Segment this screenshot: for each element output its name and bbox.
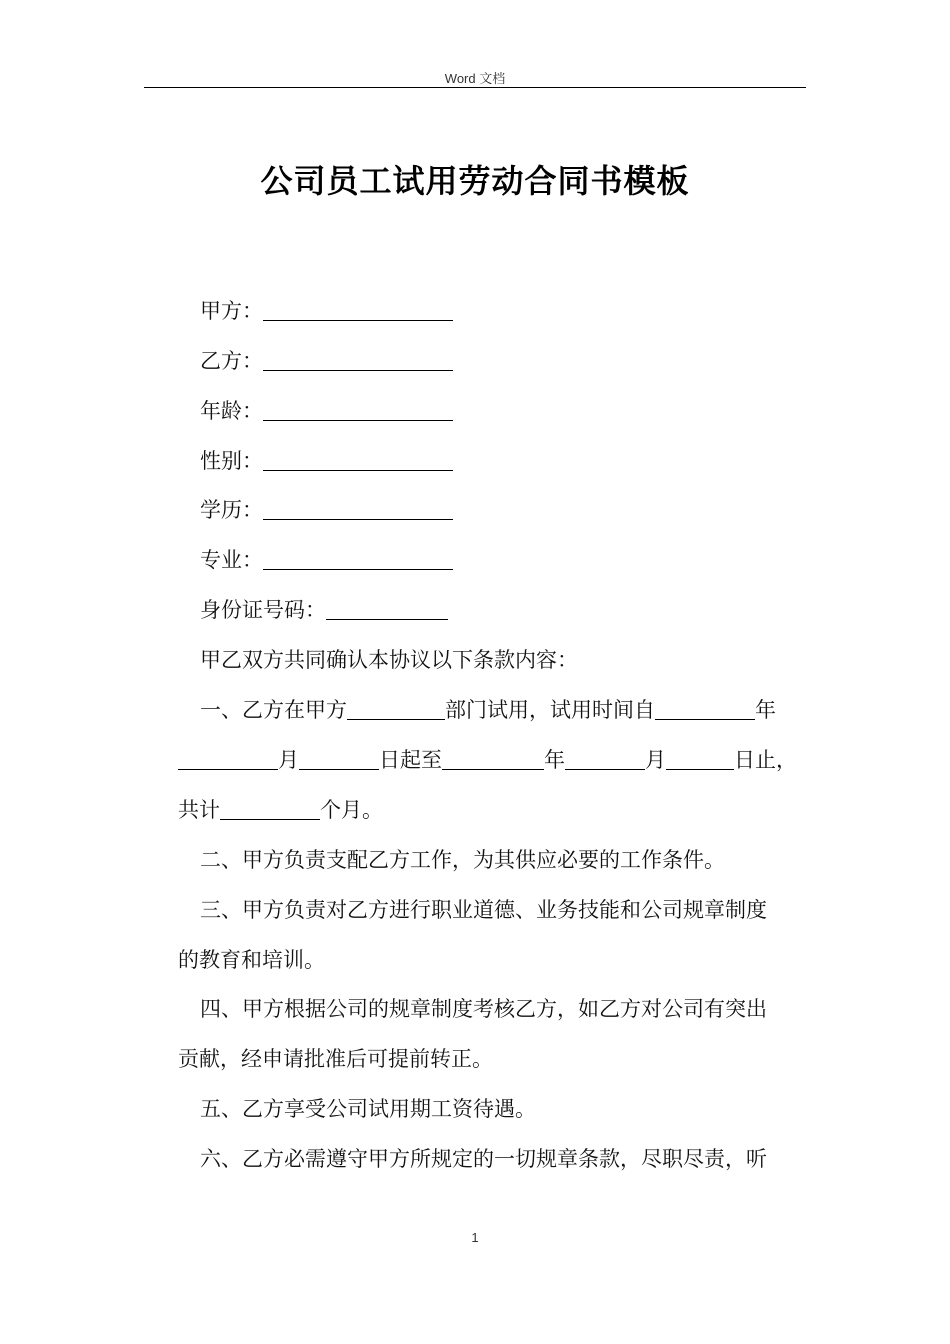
clause-1-line-2 xyxy=(178,747,797,773)
clause-1-text-a: 一、乙方在甲方 xyxy=(200,698,347,722)
field-gender xyxy=(200,448,453,474)
blank-total-months[interactable] xyxy=(220,799,320,820)
blank-start-day[interactable] xyxy=(299,749,379,770)
field-age xyxy=(200,398,453,424)
field-label-gender: 性别： xyxy=(200,449,263,473)
clause-1-text-d: 月 xyxy=(278,748,299,772)
clause-1-text-c: 年 xyxy=(755,698,776,722)
field-label-education: 学历： xyxy=(200,498,263,522)
clause-1-text-h: 日止， xyxy=(734,748,797,772)
clause-3-line-2: 的教育和培训。 xyxy=(178,948,325,972)
clause-1-line-3 xyxy=(178,797,383,823)
clause-4-line-1: 四、甲方根据公司的规章制度考核乙方，如乙方对公司有突出 xyxy=(200,997,767,1021)
page-number: 1 xyxy=(471,1230,479,1245)
header-text: Word 文档 xyxy=(444,71,506,86)
blank-major[interactable] xyxy=(263,549,453,570)
blank-start-month[interactable] xyxy=(178,749,278,770)
field-label-party-a: 甲方： xyxy=(200,299,263,323)
blank-id-number[interactable] xyxy=(326,599,448,620)
blank-education[interactable] xyxy=(263,499,453,520)
clause-1-text-j: 个月。 xyxy=(320,798,383,822)
clause-1-text-g: 月 xyxy=(645,748,666,772)
field-label-party-b: 乙方： xyxy=(200,349,263,373)
clause-3-line-1: 三、甲方负责对乙方进行职业道德、业务技能和公司规章制度 xyxy=(200,898,767,922)
header-rule xyxy=(144,87,806,88)
clause-1-text-b: 部门试用，试用时间自 xyxy=(445,698,655,722)
field-party-a xyxy=(200,298,453,324)
field-label-age: 年龄： xyxy=(200,399,263,423)
blank-party-b[interactable] xyxy=(263,350,453,371)
clause-1-text-i: 共计 xyxy=(178,798,220,822)
blank-gender[interactable] xyxy=(263,450,453,471)
field-party-b xyxy=(200,348,453,374)
field-education xyxy=(200,497,453,523)
blank-party-a[interactable] xyxy=(263,300,453,321)
blank-end-year[interactable] xyxy=(442,749,544,770)
clause-6-line-1: 六、乙方必需遵守甲方所规定的一切规章条款，尽职尽责，听 xyxy=(200,1147,767,1171)
blank-end-day[interactable] xyxy=(666,749,734,770)
clause-1-text-f: 年 xyxy=(544,748,565,772)
intro-paragraph: 甲乙双方共同确认本协议以下条款内容： xyxy=(200,648,578,672)
document-title: 公司员工试用劳动合同书模板 xyxy=(260,162,690,200)
clause-4-line-2: 贡献，经申请批准后可提前转正。 xyxy=(178,1047,493,1071)
clause-1-text-e: 日起至 xyxy=(379,748,442,772)
field-label-major: 专业： xyxy=(200,548,263,572)
field-id-number xyxy=(200,597,448,623)
blank-end-month[interactable] xyxy=(565,749,645,770)
blank-start-year[interactable] xyxy=(655,699,755,720)
field-major xyxy=(200,547,453,573)
clause-2: 二、甲方负责支配乙方工作，为其供应必要的工作条件。 xyxy=(200,848,725,872)
clause-5: 五、乙方享受公司试用期工资待遇。 xyxy=(200,1097,536,1121)
blank-department[interactable] xyxy=(347,699,445,720)
clause-1-line-1 xyxy=(200,697,776,723)
blank-age[interactable] xyxy=(263,400,453,421)
field-label-id-number: 身份证号码： xyxy=(200,598,326,622)
